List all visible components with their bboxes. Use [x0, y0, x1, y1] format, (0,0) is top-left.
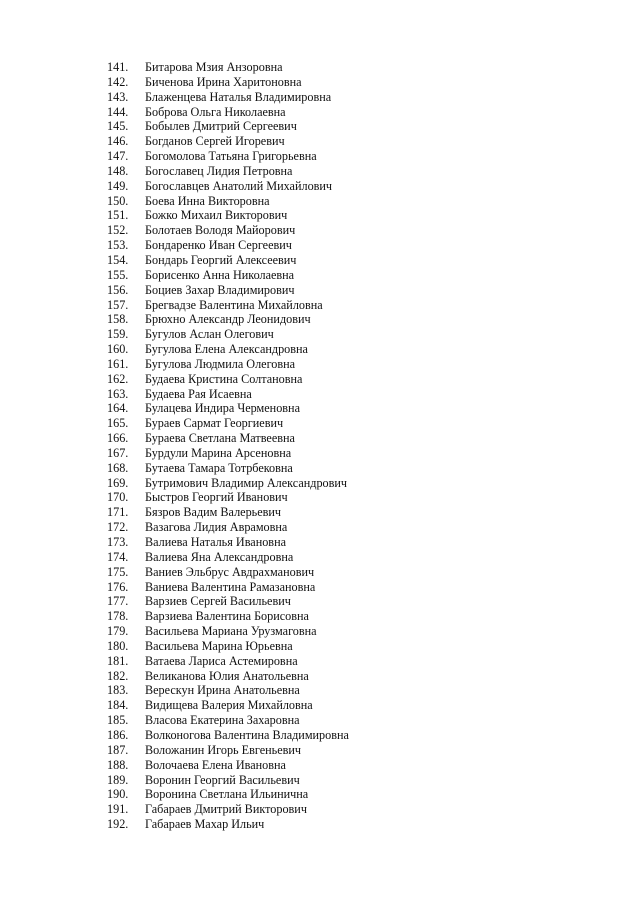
item-number: 185. — [107, 713, 129, 728]
person-name: Бурдули Марина Арсеновна — [145, 445, 292, 460]
list-item — [107, 60, 349, 75]
list-item — [107, 327, 349, 342]
item-number: 148. — [107, 163, 129, 178]
person-name: Ваниев Эльбрус Авдрахманович — [145, 564, 315, 579]
person-name: Варзиева Валентина Борисовна — [145, 609, 309, 624]
list-item — [107, 683, 349, 698]
item-number: 187. — [107, 742, 129, 757]
list-item — [107, 476, 349, 491]
list-item — [107, 773, 349, 788]
person-name: Болотаев Володя Майорович — [145, 223, 296, 238]
person-name: Блаженцева Наталья Владимировна — [145, 89, 332, 104]
person-name: Габараев Махар Ильич — [145, 817, 265, 832]
list-item — [107, 802, 349, 817]
person-name: Верескун Ирина Анатольевна — [145, 683, 300, 698]
person-name: Булацева Индира Черменовна — [145, 401, 300, 416]
item-number: 175. — [107, 564, 129, 579]
item-number: 177. — [107, 594, 129, 609]
person-name: Власова Екатерина Захаровна — [145, 713, 300, 728]
item-number: 188. — [107, 757, 129, 772]
person-name: Боева Инна Викторовна — [145, 193, 270, 208]
list-item — [107, 758, 349, 773]
person-name: Быстров Георгий Иванович — [145, 490, 288, 505]
list-item — [107, 372, 349, 387]
person-name: Варзиев Сергей Васильевич — [145, 594, 291, 609]
list-item — [107, 698, 349, 713]
person-name: Бондаренко Иван Сергеевич — [145, 238, 292, 253]
person-name: Ваниева Валентина Рамазановна — [145, 579, 316, 594]
person-name: Будаева Рая Исаевна — [145, 386, 252, 401]
item-number: 171. — [107, 505, 129, 520]
person-name: Битарова Мзия Анзоровна — [145, 60, 283, 74]
person-name: Волочаева Елена Ивановна — [145, 757, 286, 772]
person-name: Биченова Ирина Харитоновна — [145, 74, 302, 89]
item-number: 157. — [107, 297, 129, 312]
person-name: Будаева Кристина Солтановна — [145, 371, 303, 386]
person-name: Богданов Сергей Игоревич — [145, 134, 285, 149]
list-item — [107, 119, 349, 134]
person-name: Божко Михаил Викторович — [145, 208, 288, 223]
person-name: Видищева Валерия Михайловна — [145, 698, 313, 713]
list-item — [107, 520, 349, 535]
list-item — [107, 298, 349, 313]
item-number: 143. — [107, 89, 129, 104]
list-item — [107, 149, 349, 164]
person-name: Бязров Вадим Валерьевич — [145, 505, 282, 520]
list-item — [107, 550, 349, 565]
item-number: 183. — [107, 683, 129, 698]
list-item — [107, 342, 349, 357]
item-number: 152. — [107, 223, 129, 238]
item-number: 162. — [107, 371, 129, 386]
item-number: 166. — [107, 431, 129, 446]
item-number: 141. — [107, 60, 129, 74]
item-number: 146. — [107, 134, 129, 149]
item-number: 149. — [107, 178, 129, 193]
item-number: 164. — [107, 401, 129, 416]
list-item — [107, 505, 349, 520]
item-number: 189. — [107, 772, 129, 787]
list-item — [107, 565, 349, 580]
list-item — [107, 253, 349, 268]
item-number: 168. — [107, 460, 129, 475]
person-name: Боброва Ольга Николаевна — [145, 104, 286, 119]
list-item — [107, 639, 349, 654]
list-item — [107, 446, 349, 461]
item-number: 180. — [107, 638, 129, 653]
list-item — [107, 312, 349, 327]
item-number: 170. — [107, 490, 129, 505]
person-name: Бобылев Дмитрий Сергеевич — [145, 119, 297, 134]
item-number: 163. — [107, 386, 129, 401]
person-name: Бугулов Аслан Олегович — [145, 327, 274, 342]
item-number: 151. — [107, 208, 129, 223]
list-item — [107, 490, 349, 505]
item-number: 147. — [107, 149, 129, 164]
list-item — [107, 609, 349, 624]
list-item — [107, 238, 349, 253]
item-number: 169. — [107, 475, 129, 490]
list-item — [107, 594, 349, 609]
person-name: Великанова Юлия Анатольевна — [145, 668, 309, 683]
list-item — [107, 624, 349, 639]
item-number: 191. — [107, 802, 129, 817]
person-name: Валиева Яна Александровна — [145, 549, 294, 564]
item-number: 145. — [107, 119, 129, 134]
item-number: 190. — [107, 787, 129, 802]
item-number: 184. — [107, 698, 129, 713]
list-item — [107, 817, 349, 832]
item-number: 165. — [107, 416, 129, 431]
person-name: Богославец Лидия Петровна — [145, 163, 293, 178]
list-item — [107, 743, 349, 758]
item-number: 159. — [107, 327, 129, 342]
list-item — [107, 535, 349, 550]
list-item — [107, 728, 349, 743]
item-number: 153. — [107, 238, 129, 253]
person-name: Борисенко Анна Николаевна — [145, 267, 295, 282]
person-name: Воронин Георгий Васильевич — [145, 772, 300, 787]
person-name: Бураева Светлана Матвеевна — [145, 431, 295, 446]
item-number: 182. — [107, 668, 129, 683]
list-item — [107, 416, 349, 431]
item-number: 181. — [107, 653, 129, 668]
item-number: 192. — [107, 817, 129, 832]
list-item — [107, 75, 349, 90]
item-number: 160. — [107, 342, 129, 357]
person-name: Богославцев Анатолий Михайлович — [145, 178, 333, 193]
list-item — [107, 401, 349, 416]
list-item — [107, 194, 349, 209]
list-item — [107, 179, 349, 194]
list-item — [107, 105, 349, 120]
item-number: 186. — [107, 727, 129, 742]
item-number: 176. — [107, 579, 129, 594]
item-number: 178. — [107, 609, 129, 624]
person-name: Волконогова Валентина Владимировна — [145, 727, 349, 742]
item-number: 144. — [107, 104, 129, 119]
list-item — [107, 208, 349, 223]
item-number: 155. — [107, 267, 129, 282]
person-name: Бутаева Тамара Тотрбековна — [145, 460, 293, 475]
list-item — [107, 164, 349, 179]
list-item — [107, 90, 349, 105]
list-item — [107, 387, 349, 402]
item-number: 173. — [107, 535, 129, 549]
list-item — [107, 223, 349, 238]
list-item — [107, 134, 349, 149]
person-name: Васильева Мариана Урузмаговна — [145, 624, 317, 639]
list-item — [107, 713, 349, 728]
list-item — [107, 431, 349, 446]
person-name: Брюхно Александр Леонидович — [145, 312, 311, 327]
list-item — [107, 357, 349, 372]
list-item — [107, 654, 349, 669]
person-name: Васильева Марина Юрьевна — [145, 638, 293, 653]
person-name: Брегвадзе Валентина Михайловна — [145, 297, 323, 312]
person-name: Воложанин Игорь Евгеньевич — [145, 742, 302, 757]
item-number: 161. — [107, 356, 129, 371]
item-number: 156. — [107, 282, 129, 297]
name-list — [107, 60, 349, 832]
person-name: Бугулова Людмила Олеговна — [145, 356, 296, 371]
item-number: 154. — [107, 252, 129, 267]
person-name: Боциев Захар Владимирович — [145, 282, 295, 297]
item-number: 142. — [107, 74, 129, 89]
person-name: Вазагова Лидия Аврамовна — [145, 520, 288, 535]
person-name: Бондарь Георгий Алексеевич — [145, 252, 297, 267]
item-number: 158. — [107, 312, 129, 327]
item-number: 179. — [107, 624, 129, 639]
list-item — [107, 787, 349, 802]
list-item — [107, 268, 349, 283]
person-name: Валиева Наталья Ивановна — [145, 535, 286, 549]
list-item — [107, 669, 349, 684]
person-name: Воронина Светлана Ильинична — [145, 787, 309, 802]
item-number: 150. — [107, 193, 129, 208]
person-name: Габараев Дмитрий Викторович — [145, 802, 307, 817]
list-item — [107, 283, 349, 298]
item-number: 167. — [107, 445, 129, 460]
item-number: 172. — [107, 520, 129, 535]
list-item — [107, 461, 349, 476]
person-name: Бураев Сармат Георгиевич — [145, 416, 284, 431]
person-name: Ватаева Лариса Астемировна — [145, 653, 298, 668]
list-item — [107, 580, 349, 595]
person-name: Богомолова Татьяна Григорьевна — [145, 149, 317, 164]
person-name: Бугулова Елена Александровна — [145, 342, 308, 357]
item-number: 174. — [107, 549, 129, 564]
person-name: Бутримович Владимир Александрович — [145, 475, 348, 490]
